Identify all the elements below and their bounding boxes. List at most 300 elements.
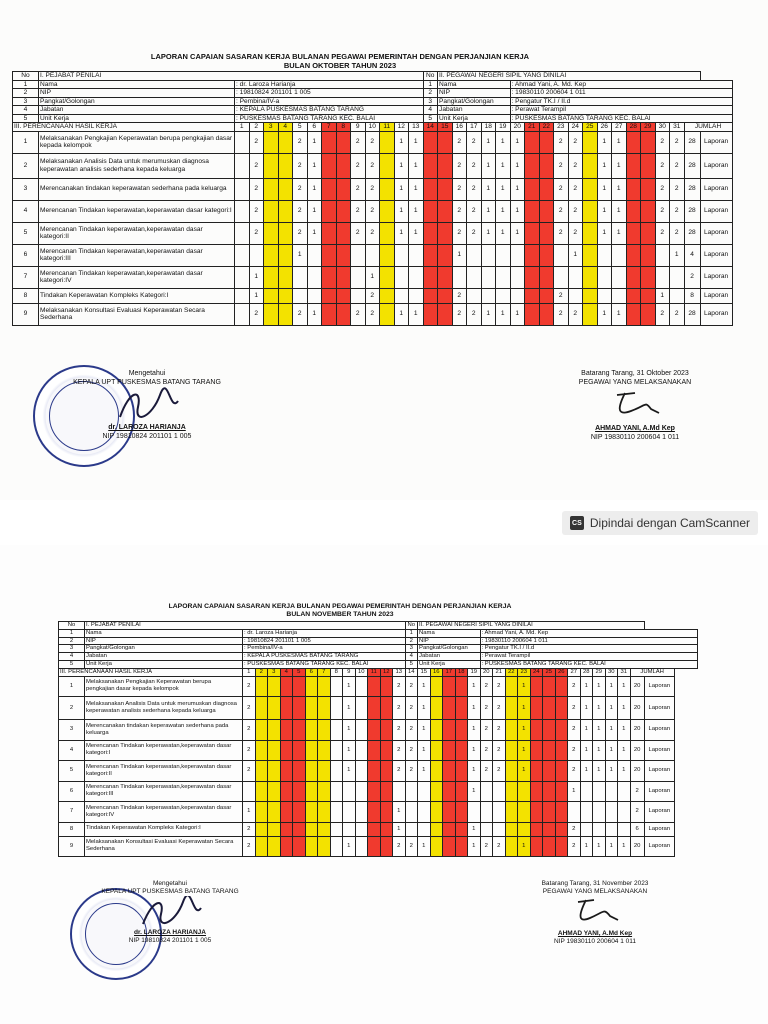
day-cell (670, 266, 685, 288)
report-title-line: LAPORAN CAPAIAN SASARAN KERJA BULANAN PEGAWAI PEMERINTAH DENGAN PERJANJIAN KERJA (168, 603, 512, 610)
day-header: 25 (583, 123, 598, 132)
day-header: 29 (593, 668, 606, 676)
day-cell (235, 178, 250, 200)
info-label: NIP (418, 637, 481, 645)
day-cell: 2 (293, 303, 308, 325)
day-header: 6 (305, 668, 318, 676)
day-header: 30 (605, 668, 618, 676)
info-no: 5 (59, 660, 85, 668)
day-cell (455, 720, 468, 741)
day-cell: 1 (249, 266, 264, 288)
day-cell (268, 802, 281, 823)
day-cell (423, 244, 438, 266)
day-cell: 2 (480, 761, 493, 782)
day-cell (305, 802, 318, 823)
day-cell (530, 720, 543, 741)
day-header: 23 (518, 668, 531, 676)
day-header: 5 (293, 668, 306, 676)
day-cell (481, 266, 496, 288)
day-cell (455, 781, 468, 802)
day-cell (543, 720, 556, 741)
task-total: 20 (630, 761, 644, 782)
day-header: 16 (430, 668, 443, 676)
day-cell: 2 (365, 178, 380, 200)
info-label: Jabatan (418, 653, 481, 661)
day-cell (525, 131, 540, 153)
task-total: 28 (684, 222, 700, 244)
task-output: Laporan (700, 153, 732, 178)
day-cell: 1 (409, 153, 424, 178)
info-no: 5 (13, 114, 39, 123)
task-no: 1 (59, 676, 85, 697)
day-cell: 1 (394, 200, 409, 222)
day-header: 4 (278, 123, 293, 132)
info-no: 3 (423, 97, 438, 106)
day-cell (418, 802, 431, 823)
day-cell (293, 781, 306, 802)
day-cell: 1 (393, 822, 406, 836)
day-cell (525, 266, 540, 288)
day-cell (280, 802, 293, 823)
day-cell (530, 836, 543, 857)
day-header: 18 (481, 123, 496, 132)
day-cell (418, 822, 431, 836)
info-label: NIP (438, 89, 511, 98)
day-cell (626, 131, 641, 153)
day-cell (255, 676, 268, 697)
day-header: 9 (351, 123, 366, 132)
day-cell: 2 (243, 676, 256, 697)
day-cell: 2 (568, 697, 581, 720)
day-cell (593, 802, 606, 823)
report-subtitle: BULAN NOVEMBER TAHUN 2023 (286, 611, 394, 618)
info-value: : 19830110 200604 1 011 (480, 637, 697, 645)
day-cell (626, 303, 641, 325)
day-cell (423, 303, 438, 325)
day-cell: 1 (418, 676, 431, 697)
day-cell (330, 697, 343, 720)
day-cell: 2 (243, 740, 256, 761)
info-value: : KEPALA PUSKESMAS BATANG TARANG (235, 106, 424, 115)
day-cell: 1 (618, 740, 631, 761)
day-cell (293, 761, 306, 782)
handwritten-signature-icon (525, 896, 665, 930)
report-subtitle: BULAN OKTOBER TAHUN 2023 (283, 61, 397, 70)
day-cell: 1 (243, 802, 256, 823)
day-cell (322, 303, 337, 325)
signature-block-right (525, 880, 665, 946)
task-output: Laporan (644, 836, 674, 857)
day-cell (443, 740, 456, 761)
day-cell: 2 (568, 303, 583, 325)
day-cell (525, 244, 540, 266)
day-cell (543, 740, 556, 761)
day-cell (505, 781, 518, 802)
day-cell (235, 244, 250, 266)
report-table-november (58, 621, 698, 857)
day-cell: 1 (580, 761, 593, 782)
day-cell (380, 676, 393, 697)
report-title (80, 603, 600, 619)
task-no: 3 (59, 720, 85, 741)
task-output: Laporan (644, 802, 674, 823)
day-cell (280, 676, 293, 697)
day-cell (438, 288, 453, 303)
day-cell (278, 266, 293, 288)
day-cell (336, 266, 351, 288)
plan-section-header: III. PERENCANAAN HASIL KERJA (59, 668, 243, 676)
day-header: 21 (525, 123, 540, 132)
info-value: : 19810824 201101 1 005 (243, 637, 406, 645)
day-cell (380, 266, 395, 288)
day-cell (438, 178, 453, 200)
day-cell: 1 (418, 697, 431, 720)
day-cell: 2 (554, 222, 569, 244)
day-header: 18 (455, 668, 468, 676)
day-cell (583, 222, 598, 244)
day-cell (505, 740, 518, 761)
info-no: 1 (13, 80, 39, 89)
day-cell (280, 697, 293, 720)
day-header: 8 (336, 123, 351, 132)
day-cell: 1 (307, 153, 322, 178)
day-cell (278, 153, 293, 178)
day-header: 11 (380, 123, 395, 132)
day-cell (255, 822, 268, 836)
task-no: 6 (59, 781, 85, 802)
day-cell (612, 266, 627, 288)
day-cell: 2 (670, 131, 685, 153)
day-cell (555, 761, 568, 782)
day-cell (438, 303, 453, 325)
day-cell: 2 (405, 697, 418, 720)
day-cell: 2 (493, 720, 506, 741)
day-cell (235, 131, 250, 153)
day-cell (539, 131, 554, 153)
day-cell: 2 (554, 288, 569, 303)
day-cell: 2 (405, 761, 418, 782)
day-cell (249, 244, 264, 266)
sign-right-line1: Batarang Tarang, 31 November 2023 (541, 880, 649, 887)
day-header: 11 (368, 668, 381, 676)
day-cell: 1 (568, 781, 581, 802)
info-no: 2 (405, 637, 418, 645)
day-cell (430, 761, 443, 782)
day-cell: 2 (249, 153, 264, 178)
day-cell (280, 822, 293, 836)
info-value: : dr. Laroza Harianja (235, 80, 424, 89)
day-cell (405, 802, 418, 823)
day-cell (641, 200, 656, 222)
day-cell (368, 822, 381, 836)
day-cell (626, 153, 641, 178)
day-cell (380, 802, 393, 823)
day-cell (380, 836, 393, 857)
day-cell (510, 244, 525, 266)
sign-right-line1: Batarang Tarang, 31 Oktober 2023 (581, 370, 689, 377)
task-name: Tindakan Keperawatan Kompleks Kategori:I (39, 288, 235, 303)
day-header: 10 (355, 668, 368, 676)
day-cell (278, 244, 293, 266)
day-cell: 2 (568, 676, 581, 697)
day-cell (351, 244, 366, 266)
day-cell (394, 266, 409, 288)
day-cell (318, 802, 331, 823)
day-cell (305, 761, 318, 782)
day-cell (318, 781, 331, 802)
day-cell (351, 266, 366, 288)
info-value: : Ahmad Yani, A. Md. Kep (480, 629, 697, 637)
day-header: 27 (612, 123, 627, 132)
task-total: 20 (630, 720, 644, 741)
day-cell (430, 822, 443, 836)
task-no: 5 (59, 761, 85, 782)
day-cell: 2 (243, 697, 256, 720)
day-cell (268, 836, 281, 857)
day-header: 29 (641, 123, 656, 132)
day-cell (280, 781, 293, 802)
day-cell (641, 153, 656, 178)
day-cell (597, 288, 612, 303)
day-cell: 2 (293, 222, 308, 244)
day-cell: 1 (612, 153, 627, 178)
day-cell: 1 (580, 740, 593, 761)
day-cell (670, 288, 685, 303)
day-cell (443, 802, 456, 823)
day-cell (430, 720, 443, 741)
day-cell: 2 (467, 153, 482, 178)
day-cell (438, 244, 453, 266)
day-cell (355, 781, 368, 802)
sign-left-line1: Mengetahui (153, 880, 187, 887)
task-name: Merencanan Tindakan keperawatan,keperawatan dasar kategori:III (85, 781, 243, 802)
day-cell: 2 (351, 200, 366, 222)
day-cell: 1 (468, 822, 481, 836)
day-cell: 1 (510, 200, 525, 222)
day-cell: 1 (307, 178, 322, 200)
day-cell: 1 (481, 200, 496, 222)
day-cell: 1 (409, 222, 424, 244)
day-header: 14 (405, 668, 418, 676)
day-cell (443, 676, 456, 697)
day-cell (278, 178, 293, 200)
day-cell: 2 (405, 740, 418, 761)
info-label: Nama (418, 629, 481, 637)
day-cell: 1 (343, 761, 356, 782)
day-cell: 2 (554, 131, 569, 153)
day-cell: 1 (618, 836, 631, 857)
day-cell: 1 (468, 697, 481, 720)
day-cell (409, 266, 424, 288)
day-cell (641, 222, 656, 244)
info-no: 2 (13, 89, 39, 98)
day-header: 13 (393, 668, 406, 676)
day-cell: 2 (568, 720, 581, 741)
info-label: Nama (85, 629, 243, 637)
task-total: 28 (684, 200, 700, 222)
day-cell (480, 822, 493, 836)
task-no: 4 (13, 200, 39, 222)
day-cell (510, 288, 525, 303)
day-cell (380, 697, 393, 720)
day-cell: 1 (409, 178, 424, 200)
day-cell (255, 697, 268, 720)
day-cell: 1 (612, 200, 627, 222)
day-cell: 2 (467, 222, 482, 244)
info-value: : Pengatur TK.I / II.d (510, 97, 732, 106)
day-cell: 2 (365, 288, 380, 303)
day-cell (555, 720, 568, 741)
day-cell (423, 222, 438, 244)
day-header: 2 (255, 668, 268, 676)
day-cell (580, 781, 593, 802)
day-cell (235, 288, 250, 303)
day-cell (455, 822, 468, 836)
info-no: 3 (13, 97, 39, 106)
info-no: 1 (423, 80, 438, 89)
day-cell (322, 178, 337, 200)
day-cell: 1 (343, 720, 356, 741)
day-header: 9 (343, 668, 356, 676)
day-cell: 1 (510, 178, 525, 200)
task-name: Merencanakan tindakan keperawatan sederhana pada keluarga (85, 720, 243, 741)
day-cell: 2 (405, 676, 418, 697)
day-cell: 2 (293, 153, 308, 178)
day-cell: 2 (480, 740, 493, 761)
day-cell (330, 781, 343, 802)
task-name: Merencanan Tindakan keperawatan,keperawatan dasar kategori:II (85, 761, 243, 782)
day-cell: 2 (452, 178, 467, 200)
day-cell: 2 (243, 761, 256, 782)
day-cell: 2 (467, 200, 482, 222)
day-cell: 1 (293, 244, 308, 266)
day-cell (530, 740, 543, 761)
day-cell (322, 131, 337, 153)
day-cell (368, 802, 381, 823)
info-label: NIP (85, 637, 243, 645)
day-cell (318, 697, 331, 720)
day-cell (539, 178, 554, 200)
day-cell (554, 244, 569, 266)
report-title (60, 52, 620, 70)
info-no: 4 (13, 106, 39, 115)
sign-left-name: dr. LAROZA HARIANJA (108, 424, 186, 431)
day-cell (305, 676, 318, 697)
jumlah-header: JUMLAH (630, 668, 674, 676)
day-cell (580, 822, 593, 836)
day-cell (368, 676, 381, 697)
day-cell: 1 (580, 720, 593, 741)
day-cell: 2 (670, 200, 685, 222)
day-cell (409, 288, 424, 303)
sign-right-line2: PEGAWAI YANG MELAKSANAKAN (542, 888, 648, 895)
day-cell (264, 131, 279, 153)
day-cell (539, 303, 554, 325)
day-cell: 1 (394, 303, 409, 325)
day-cell (626, 244, 641, 266)
day-cell (380, 288, 395, 303)
day-cell: 1 (409, 200, 424, 222)
info-no: 3 (59, 645, 85, 653)
day-cell (307, 266, 322, 288)
task-no: 7 (59, 802, 85, 823)
day-cell (293, 802, 306, 823)
day-cell: 1 (612, 131, 627, 153)
day-cell: 2 (452, 222, 467, 244)
info-no: 4 (423, 106, 438, 115)
day-cell (438, 266, 453, 288)
task-name: Merencanan Tindakan keperawatan,keperawatan dasar kategori:III (39, 244, 235, 266)
day-cell (405, 822, 418, 836)
day-cell (322, 222, 337, 244)
day-cell (330, 720, 343, 741)
day-cell (268, 761, 281, 782)
task-output: Laporan (700, 288, 732, 303)
info-no: 2 (59, 637, 85, 645)
day-cell (255, 740, 268, 761)
day-cell: 1 (605, 697, 618, 720)
day-header: 13 (409, 123, 424, 132)
day-cell (423, 153, 438, 178)
day-cell: 2 (568, 200, 583, 222)
task-output: Laporan (700, 131, 732, 153)
day-cell (264, 153, 279, 178)
day-cell: 1 (618, 676, 631, 697)
day-cell (264, 222, 279, 244)
task-no: 6 (13, 244, 39, 266)
day-cell: 2 (243, 836, 256, 857)
day-header: 22 (505, 668, 518, 676)
col-no-header: No (423, 72, 438, 81)
day-cell: 1 (418, 740, 431, 761)
task-total: 6 (630, 822, 644, 836)
day-cell (336, 222, 351, 244)
col-no-header: No (405, 622, 418, 630)
day-cell: 2 (393, 836, 406, 857)
day-cell: 1 (394, 222, 409, 244)
day-cell (443, 720, 456, 741)
day-cell (641, 244, 656, 266)
day-cell: 2 (393, 676, 406, 697)
day-cell: 2 (243, 720, 256, 741)
day-cell (641, 178, 656, 200)
day-cell (530, 822, 543, 836)
day-cell (467, 266, 482, 288)
day-cell (293, 720, 306, 741)
day-cell: 2 (568, 131, 583, 153)
day-cell (368, 697, 381, 720)
day-cell (583, 131, 598, 153)
day-cell (480, 802, 493, 823)
info-value: : Pembina/IV-a (235, 97, 424, 106)
day-cell (293, 740, 306, 761)
day-cell (255, 720, 268, 741)
task-no: 8 (13, 288, 39, 303)
day-cell (355, 697, 368, 720)
day-cell (322, 200, 337, 222)
task-name: Melaksanakan Konsultasi Evaluasi Keperawatan Secara Sederhana (39, 303, 235, 325)
day-header: 5 (293, 123, 308, 132)
day-cell (423, 288, 438, 303)
task-total: 20 (630, 740, 644, 761)
day-cell (539, 200, 554, 222)
day-cell: 1 (655, 288, 670, 303)
day-cell (539, 153, 554, 178)
day-cell: 2 (351, 153, 366, 178)
day-cell: 1 (307, 131, 322, 153)
task-total: 8 (684, 288, 700, 303)
day-cell (280, 740, 293, 761)
